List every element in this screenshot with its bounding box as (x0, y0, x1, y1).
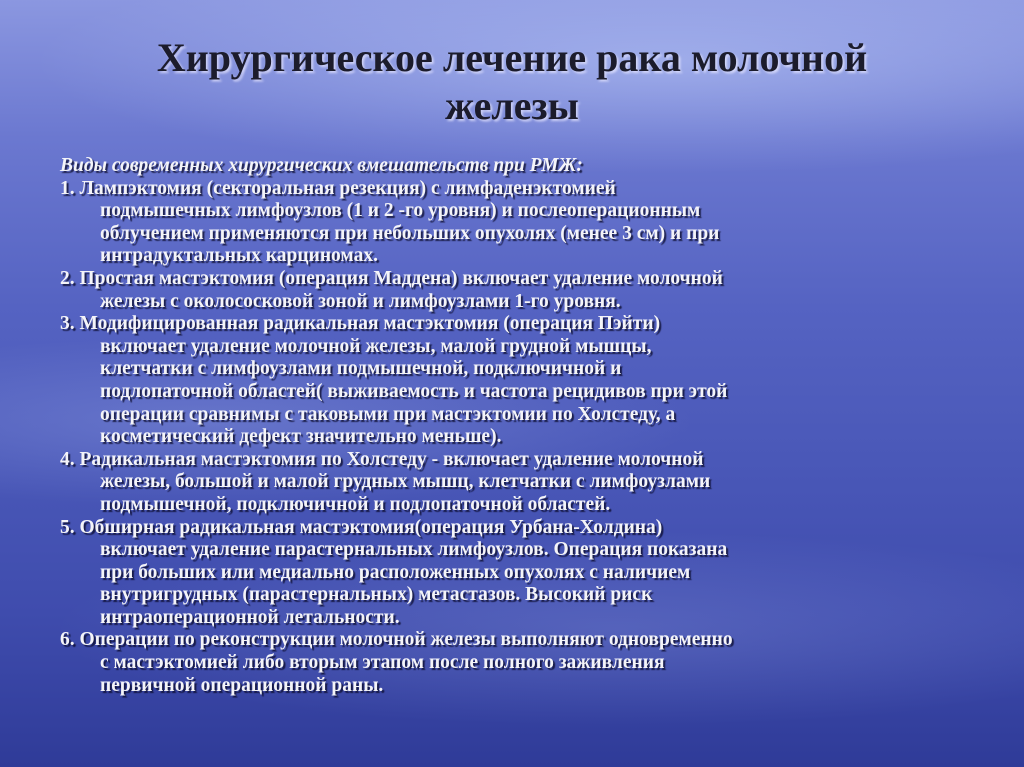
list-item-line: подлопаточной областей( выживаемость и частота рецидивов при этой (100, 380, 728, 402)
list-item-line: операции сравнимы с таковыми при мастэктомии по Холстеду, а (100, 403, 676, 425)
surgery-types-list (60, 178, 960, 698)
list-item-line: клетчатки с лимфоузлами подмышечной, подключичной и (100, 358, 622, 380)
list-item-line: облучением применяются при небольших опухолях (менее 3 см) и при (100, 222, 720, 244)
list-item-line: при больших или медиально расположенных опухолях с наличием (100, 561, 691, 583)
list-item-4 (60, 449, 960, 517)
list-item-3 (60, 313, 960, 449)
list-item-2 (60, 268, 960, 313)
list-item-line: с мастэктомией либо вторым этапом после полного заживления (100, 652, 665, 674)
list-item-line: внутригрудных (парастернальных) метастазов. Высокий риск (100, 584, 653, 606)
list-item-line: 6. Операции по реконструкции молочной железы выполняют одновременно (60, 629, 733, 651)
list-item-line: включает удаление парастернальных лимфоузлов. Операция показана (100, 539, 728, 561)
list-item-line: 4. Радикальная мастэктомия по Холстеду - включает удаление молочной (60, 448, 704, 470)
slide-title-line-2: железы (445, 83, 579, 128)
list-item-line: интраоперационной летальности. (100, 606, 400, 628)
list-item-1 (60, 178, 960, 268)
list-item-line: включает удаление молочной железы, малой грудной мышцы, (100, 335, 652, 357)
list-item-6 (60, 629, 960, 697)
list-item-line: 2. Простая мастэктомия (операция Маддена) включает удаление молочной (60, 267, 723, 289)
list-item-line: железы с околососковой зоной и лимфоузлами 1-го уровня. (100, 290, 621, 312)
list-item-line: подмышечных лимфоузлов (1 и 2 -го уровня) и послеоперационным (100, 200, 701, 222)
list-item-line: косметический дефект значительно меньше). (100, 426, 502, 448)
list-item-line: интрадуктальных карциномах. (100, 245, 378, 267)
list-item-line: 5. Обширная радикальная мастэктомия(операция Урбана-Холдина) (60, 516, 663, 538)
slide-title (60, 34, 964, 130)
slide-title-line-1: Хирургическое лечение рака молочной (156, 35, 868, 80)
slide-body (60, 155, 960, 697)
list-item-line: первичной операционной раны. (100, 674, 384, 696)
list-item-line: 3. Модифицированная радикальная мастэктомия (операция Пэйти) (60, 313, 661, 335)
list-item-line: подмышечной, подключичной и подлопаточной областей. (100, 493, 611, 515)
slide-subtitle: Виды современных хирургических вмешательств при РМЖ: (60, 155, 583, 176)
list-item-5 (60, 517, 960, 630)
list-item-line: 1. Лампэктомия (секторальная резекция) с лимфаденэктомией (60, 177, 616, 199)
list-item-line: железы, большой и малой грудных мышц, клетчатки с лимфоузлами (100, 471, 711, 493)
